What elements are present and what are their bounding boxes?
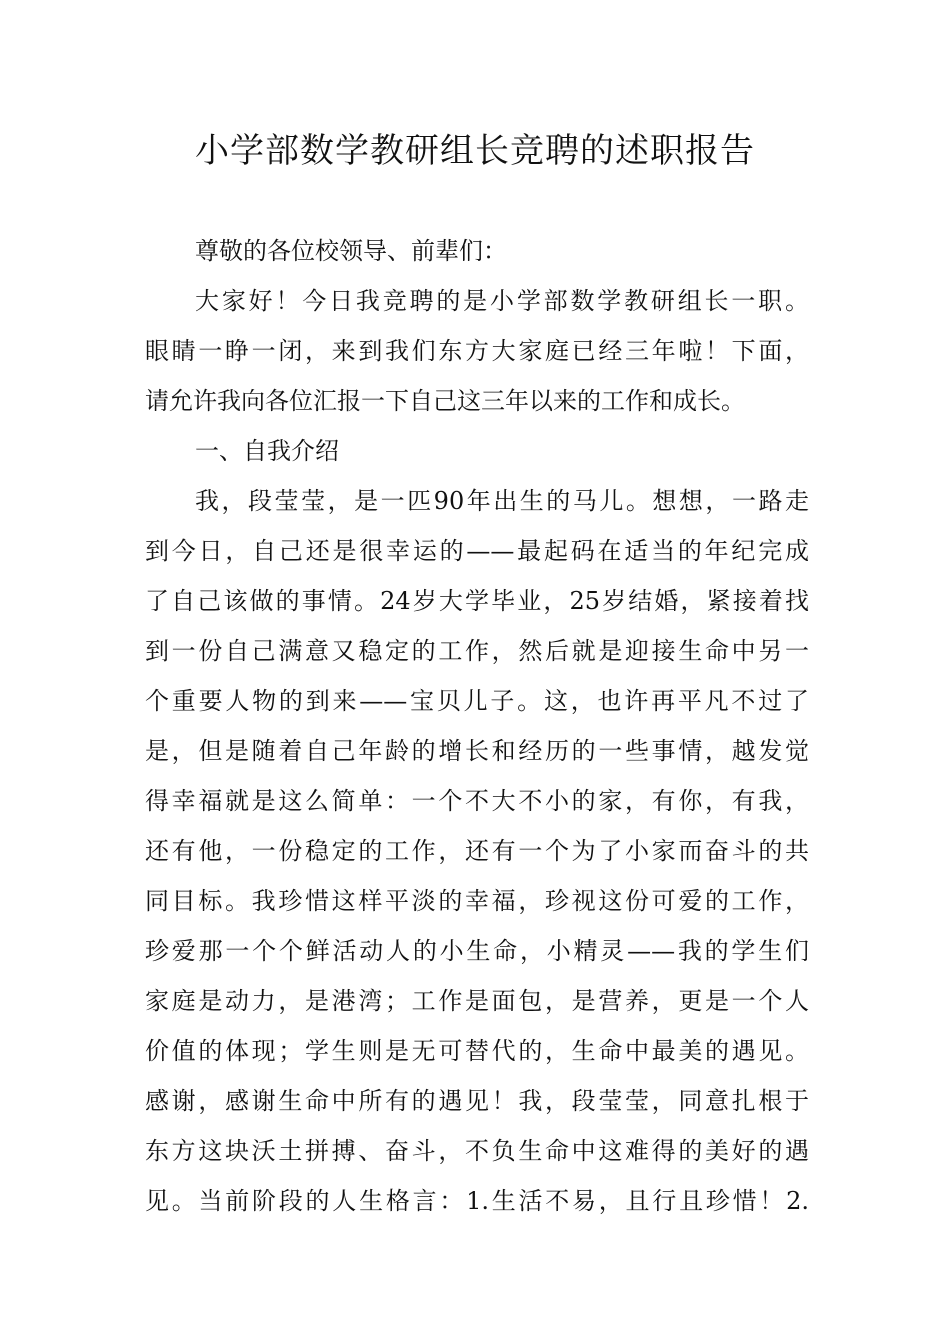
section-heading: 一、自我介绍 [195,437,339,465]
paragraph-line: 是，但是随着自己年龄的增长和经历的一些事情，越发觉 [145,737,809,765]
document-body [145,226,809,1226]
paragraph-line: 东方这块沃土拼搏、奋斗，不负生命中这难得的美好的遇 [145,1137,809,1165]
paragraph-line: 还有他，一份稳定的工作，还有一个为了小家而奋斗的共 [145,837,809,865]
paragraph-line: 同目标。我珍惜这样平淡的幸福，珍视这份可爱的工作， [145,887,809,915]
document-title: 小学部数学教研组长竞聘的述职报告 [195,131,755,171]
paragraph-line: 到今日，自己还是很幸运的——最起码在适当的年纪完成 [145,537,809,565]
paragraph-line: 请允许我向各位汇报一下自己这三年以来的工作和成长。 [145,387,745,415]
paragraph-line: 大家好！今日我竞聘的是小学部数学教研组长一职。 [195,287,809,315]
paragraph-line: 见。当前阶段的人生格言：1.生活不易，且行且珍惜！2. [145,1187,809,1215]
paragraph-line: 家庭是动力，是港湾；工作是面包，是营养，更是一个人 [145,987,809,1015]
paragraph-line: 价值的体现；学生则是无可替代的，生命中最美的遇见。 [145,1037,809,1065]
paragraph-line: 得幸福就是这么简单：一个不大不小的家，有你，有我， [145,787,809,815]
paragraph-line: 了自己该做的事情。24岁大学毕业，25岁结婚，紧接着找 [145,587,809,615]
paragraph-line: 感谢，感谢生命中所有的遇见！我，段莹莹，同意扎根于 [145,1087,809,1115]
paragraph-line: 珍爱那一个个鲜活动人的小生命，小精灵——我的学生们 [145,937,809,965]
paragraph-line: 到一份自己满意又稳定的工作，然后就是迎接生命中另一 [145,637,809,665]
paragraph-line: 个重要人物的到来——宝贝儿子。这，也许再平凡不过了 [145,687,809,715]
paragraph-line: 我，段莹莹，是一匹90年出生的马儿。想想，一路走 [195,487,809,515]
salutation-line: 尊敬的各位校领导、前辈们： [195,237,507,265]
paragraph-line: 眼睛一睁一闭，来到我们东方大家庭已经三年啦！下面， [145,337,809,365]
